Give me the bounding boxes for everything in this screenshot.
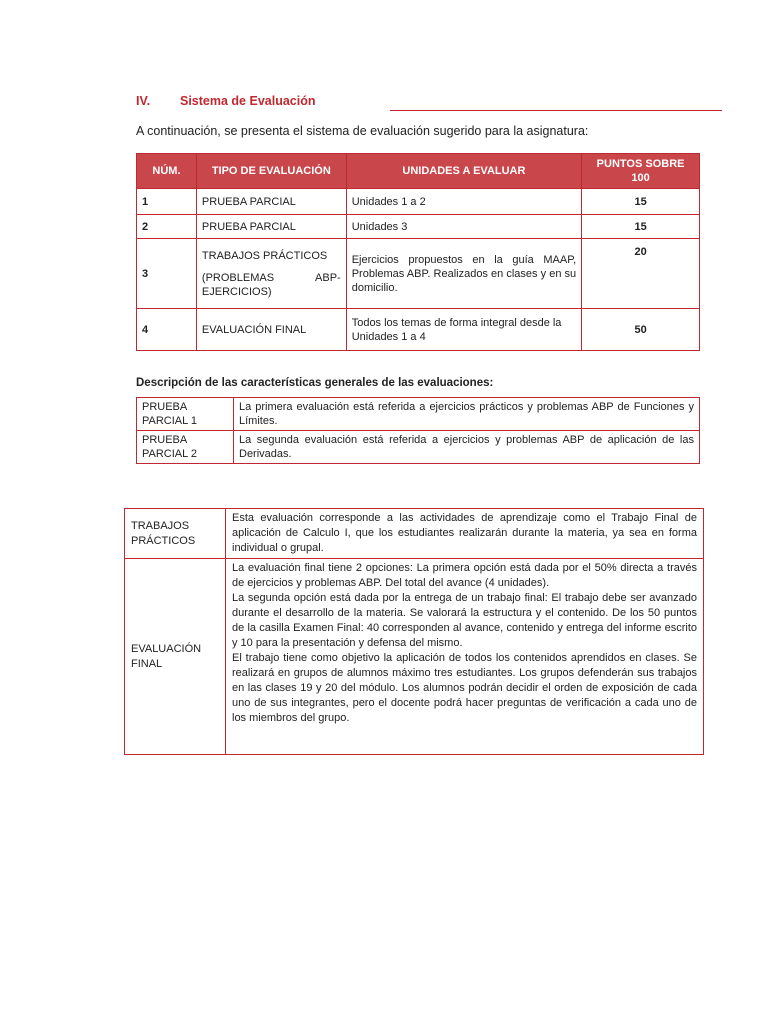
table-row bbox=[137, 189, 700, 215]
row-unidades: Unidades 3 bbox=[346, 215, 581, 239]
description-paragraph: La evaluación final tiene 2 opciones: La primera opción está dada por el 50% directa a través de ejercicios y problemas ABP. Del total del avance (4 unidades). bbox=[232, 562, 697, 589]
table-row bbox=[125, 509, 704, 559]
row-tipo: PRUEBA PARCIAL bbox=[196, 189, 346, 215]
row-tipo bbox=[196, 239, 346, 309]
description-paragraph: La segunda opción está dada por la entrega de un trabajo final: El trabajo debe ser avanzado durante el desarrollo de la materia. Se valorará la estructura y el contenido. De los 50 puntos de la casilla Examen Final: 40 corresponden al avance, contenido y entrega del informe escrito y 10 para la presentación y defensa del mismo. bbox=[232, 592, 697, 649]
tipo-line1: TRABAJOS PRÁCTICOS bbox=[201, 249, 328, 262]
row-puntos: 50 bbox=[582, 309, 700, 351]
row-num: 3 bbox=[137, 239, 197, 309]
description-label: PRUEBA PARCIAL 1 bbox=[137, 398, 234, 431]
row-tipo: PRUEBA PARCIAL bbox=[196, 215, 346, 239]
header-tipo: TIPO DE EVALUACIÓN bbox=[196, 154, 346, 189]
row-unidades: Ejercicios propuestos en la guía MAAP, Problemas ABP. Realizados en clases y en su domicilio. bbox=[346, 239, 581, 309]
table-row bbox=[137, 431, 700, 464]
row-num: 4 bbox=[137, 309, 197, 351]
table-row bbox=[137, 398, 700, 431]
section-title: Sistema de Evaluación bbox=[180, 94, 316, 108]
description-text: La primera evaluación está referida a ejercicios prácticos y problemas ABP de Funciones y Límites. bbox=[234, 398, 700, 431]
table-row bbox=[137, 309, 700, 351]
description-label: PRUEBA PARCIAL 2 bbox=[137, 431, 234, 464]
table-row bbox=[137, 239, 700, 309]
description-text: La segunda evaluación está referida a ejercicios y problemas ABP de aplicación de las Derivadas. bbox=[234, 431, 700, 464]
table-row bbox=[137, 215, 700, 239]
description-paragraph: Esta evaluación corresponde a las actividades de aprendizaje como el Trabajo Final de aplicación de Calculo I, que los estudiantes realizarán durante la materia, ya sea en forma individual o grupal. bbox=[232, 512, 697, 554]
row-puntos: 15 bbox=[582, 189, 700, 215]
header-num: NÚM. bbox=[137, 154, 197, 189]
tipo-cell bbox=[202, 249, 341, 299]
row-unidades: Todos los temas de forma integral desde la Unidades 1 a 4 bbox=[346, 309, 581, 351]
section-heading bbox=[136, 94, 315, 108]
description-text bbox=[226, 509, 704, 559]
intro-text: A continuación, se presenta el sistema de evaluación sugerido para la asignatura: bbox=[136, 124, 589, 138]
row-num: 1 bbox=[137, 189, 197, 215]
row-puntos: 20 bbox=[582, 239, 700, 309]
description-table-2 bbox=[124, 508, 704, 755]
description-title: Descripción de las características generales de las evaluaciones: bbox=[136, 377, 494, 389]
row-num: 2 bbox=[137, 215, 197, 239]
section-number: IV. bbox=[136, 94, 151, 108]
tipo-line2: (PROBLEMAS ABP- EJERCICIOS) bbox=[201, 271, 341, 298]
description-label: EVALUACIÓN FINAL bbox=[125, 559, 226, 755]
heading-rule bbox=[390, 110, 722, 111]
table-header-row bbox=[137, 154, 700, 189]
row-puntos: 15 bbox=[582, 215, 700, 239]
description-label: TRABAJOS PRÁCTICOS bbox=[125, 509, 226, 559]
description-paragraph: El trabajo tiene como objetivo la aplicación de todos los contenidos aprendidos en clases. Se realizará en grupos de alumnos máximo tres estudiantes. Los grupos defenderán sus trabajos en las clases 19 y 20 del módulo. Los alumnos podrán decidir el orden de exposición de cada uno de sus integrantes, pero el docente podrá hacer preguntas de verificación a cada uno de los miembros del grupo. bbox=[232, 652, 697, 724]
description-table bbox=[136, 397, 700, 464]
header-unidades: UNIDADES A EVALUAR bbox=[346, 154, 581, 189]
description-text bbox=[226, 559, 704, 755]
header-puntos: PUNTOS SOBRE 100 bbox=[582, 154, 700, 189]
evaluation-table bbox=[136, 153, 700, 351]
row-unidades: Unidades 1 a 2 bbox=[346, 189, 581, 215]
row-tipo: EVALUACIÓN FINAL bbox=[196, 309, 346, 351]
table-row bbox=[125, 559, 704, 755]
